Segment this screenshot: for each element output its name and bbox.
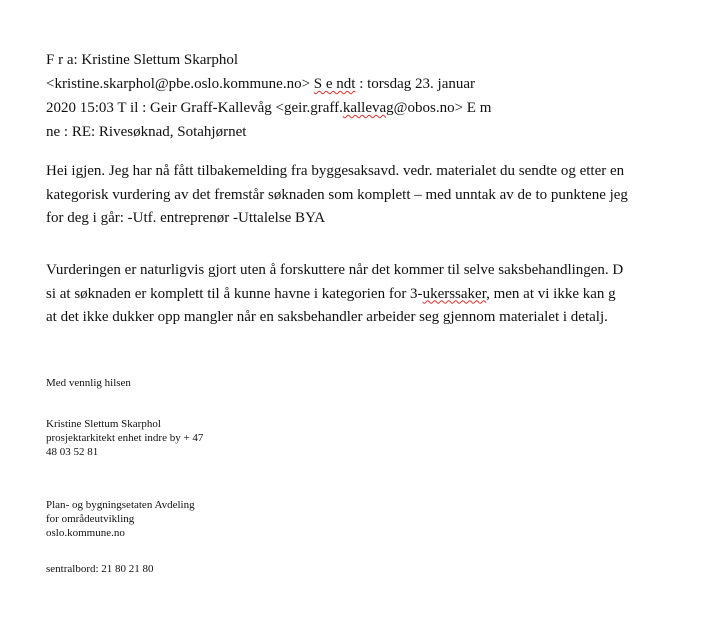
header-from-email: <kristine.skarphol@pbe.oslo.kommune.no>	[46, 76, 314, 92]
signature-switchboard	[46, 562, 154, 576]
email-header	[46, 48, 706, 144]
paragraph-line: Hei igjen. Jeg har nå fått tilbakemelding fra byggesaksavd. vedr. materialet du sendte og etter en	[46, 163, 625, 179]
body-paragraph-2	[46, 259, 706, 330]
signature-title: prosjektarkitekt enhet indre by + 47	[46, 432, 204, 444]
header-kallevag-word: kallevag	[342, 100, 394, 116]
signature-organization	[46, 498, 195, 540]
body-paragraph-1	[46, 160, 706, 231]
paragraph-text: si at søknaden er komplett til å kunne havne i kategorien for 3-	[46, 285, 423, 302]
paragraph-text: , men at vi ikke kan g	[486, 285, 616, 302]
header-to-domain: @obos.no> E m	[393, 100, 492, 116]
header-to-text: 2020 15:03 T il : Geir Graff-Kallevåg <geir.graff.	[46, 100, 343, 116]
signature-name: Kristine Slettum Skarphol	[46, 418, 161, 430]
paragraph-line: Vurderingen er naturligvis gjort uten å forskuttere når det kommer til selve saksbehandlingen. D	[46, 262, 624, 278]
header-from-address	[46, 72, 706, 96]
org-website: oslo.kommune.no	[46, 527, 125, 539]
header-sent-date: : torsdag 23. januar	[355, 76, 476, 92]
paragraph-line	[46, 283, 706, 307]
ukerssaker-word: ukerssaker	[422, 285, 487, 302]
paragraph-line: kategorisk vurdering av det fremstår søknaden som komplett – med unntak av de to punktene jeg	[46, 186, 628, 203]
header-subject: ne : RE: Rivesøknad, Sotahjørnet	[46, 124, 247, 140]
paragraph-line: for deg i går: -Utf. entreprenør -Uttalelse BYA	[46, 210, 326, 226]
switchboard-text: sentralbord: 21 80 21 80	[46, 563, 154, 575]
signature-contact	[46, 417, 203, 459]
org-line-1: Plan- og bygningsetaten Avdeling	[46, 499, 195, 511]
signature-greeting	[46, 376, 131, 390]
header-from: F r a: Kristine Slettum Skarphol	[46, 52, 239, 68]
org-line-2: for områdeutvikling	[46, 513, 135, 525]
header-to	[46, 96, 706, 120]
signature-phone: 48 03 52 81	[46, 446, 99, 458]
greeting-text: Med vennlig hilsen	[46, 377, 131, 389]
paragraph-line: at det ikke dukker opp mangler når en saksbehandler arbeider seg gjennom materialet i detalj.	[46, 309, 608, 325]
header-sendt-word: S e ndt	[313, 76, 356, 92]
